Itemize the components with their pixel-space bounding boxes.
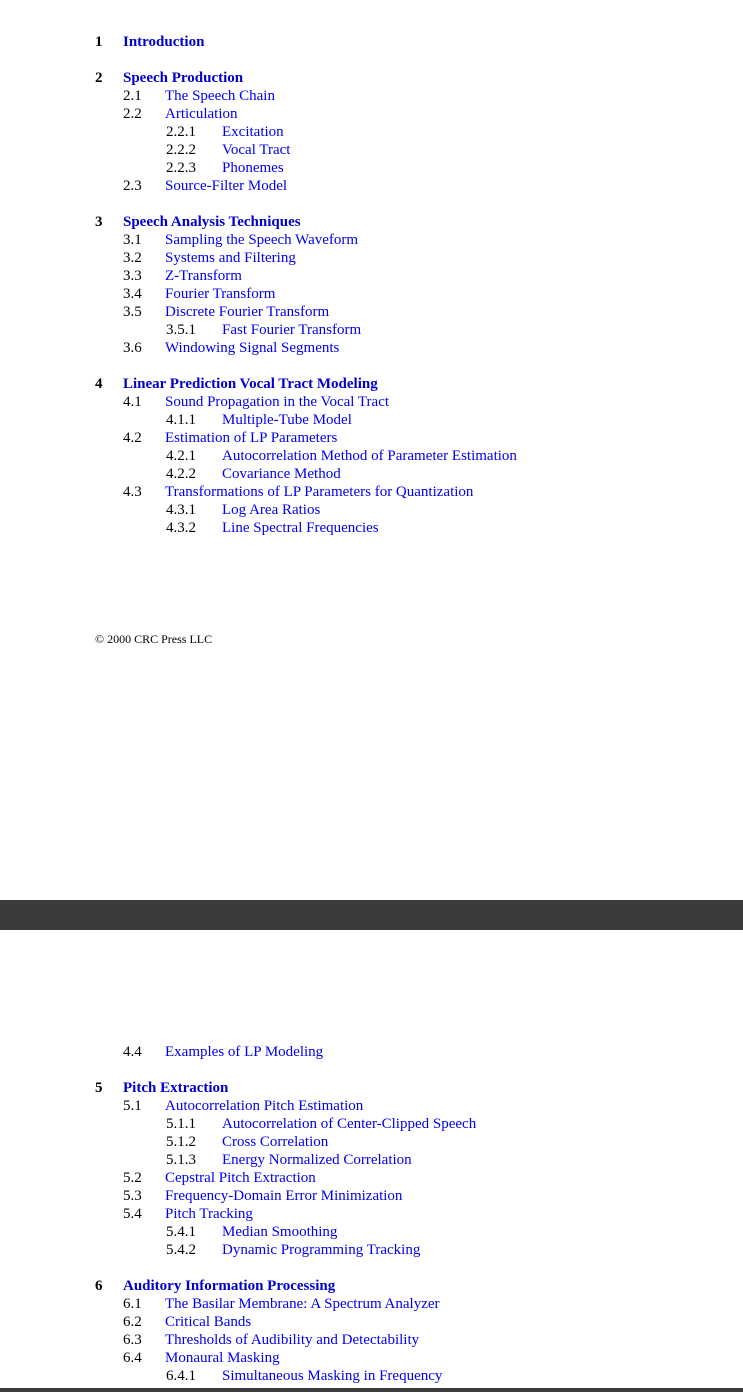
toc-entry-title[interactable]: Source-Filter Model [165, 178, 288, 194]
toc-entry-title[interactable]: Dynamic Programming Tracking [222, 1242, 421, 1258]
toc-entry-number: 3.5 [123, 304, 142, 320]
toc-entry-number: 5.4 [123, 1206, 142, 1222]
toc-entry-number: 3.3 [123, 268, 142, 284]
toc-entry-title[interactable]: Monaural Masking [165, 1350, 280, 1366]
copyright-notice: © 2000 CRC Press LLC [95, 632, 213, 646]
toc-entry-number: 5.1.1 [166, 1116, 196, 1132]
toc-entry-number: 3.1 [123, 232, 142, 248]
toc-entry-number: 2.2.2 [166, 142, 196, 158]
toc-entry-title[interactable]: Speech Production [123, 70, 244, 86]
toc-entry-number: 5.4.1 [166, 1224, 196, 1240]
toc-entry-title[interactable]: Discrete Fourier Transform [165, 304, 330, 320]
toc-entry-number: 5.1.2 [166, 1134, 196, 1150]
toc-entry-number: 3.6 [123, 340, 142, 356]
toc-entry-title[interactable]: Autocorrelation Method of Parameter Estimation [222, 448, 517, 464]
toc-entry-title[interactable]: Fourier Transform [165, 286, 276, 302]
toc-entry-title[interactable]: Windowing Signal Segments [165, 340, 340, 356]
toc-entry-number: 4.1 [123, 394, 142, 410]
toc-entry-title[interactable]: Cross Correlation [222, 1134, 329, 1150]
toc-entry-number: 4.2.2 [166, 466, 196, 482]
toc-entry-title[interactable]: Articulation [165, 106, 238, 122]
toc-entry-title[interactable]: Pitch Tracking [165, 1206, 253, 1222]
toc-entry-number: 2.3 [123, 178, 142, 194]
toc-entry-title[interactable]: Energy Normalized Correlation [222, 1152, 412, 1168]
toc-entry-title[interactable]: Estimation of LP Parameters [165, 430, 338, 446]
toc-entry-number: 4.3.2 [166, 520, 196, 536]
toc-entry-number: 3.4 [123, 286, 142, 302]
page-bottom-edge [0, 1388, 743, 1392]
toc-entry-number: 3 [95, 214, 103, 230]
toc-entry-title[interactable]: Fast Fourier Transform [222, 322, 362, 338]
toc-entry-number: 5.4.2 [166, 1242, 196, 1258]
toc-entry-title[interactable]: Covariance Method [222, 466, 341, 482]
toc-entry-number: 6.1 [123, 1296, 142, 1312]
toc-entry-number: 5.3 [123, 1188, 142, 1204]
toc-entry-title[interactable]: Cepstral Pitch Extraction [165, 1170, 316, 1186]
toc-entry-title[interactable]: Autocorrelation of Center-Clipped Speech [222, 1116, 477, 1132]
toc-entry-title[interactable]: Introduction [123, 34, 205, 50]
toc-entry-number: 4.2 [123, 430, 142, 446]
toc-entry-number: 3.5.1 [166, 322, 196, 338]
toc-entry-number: 6.3 [123, 1332, 142, 1348]
toc-entry-title[interactable]: Multiple-Tube Model [222, 412, 352, 428]
toc-entry-title[interactable]: Examples of LP Modeling [165, 1044, 324, 1060]
toc-entry-title[interactable]: Pitch Extraction [123, 1080, 229, 1096]
toc-entry-title[interactable]: Systems and Filtering [165, 250, 296, 266]
toc-entry-title[interactable]: Transformations of LP Parameters for Quantization [165, 484, 474, 500]
toc-entry-number: 3.2 [123, 250, 142, 266]
toc-entry-title[interactable]: Median Smoothing [222, 1224, 338, 1240]
toc-entry-number: 2.2.1 [166, 124, 196, 140]
toc-entry-number: 5.1 [123, 1098, 142, 1114]
toc-entry-title[interactable]: Log Area Ratios [222, 502, 321, 518]
toc-entry-number: 2.2 [123, 106, 142, 122]
toc-entry-number: 4.1.1 [166, 412, 196, 428]
page-separator [0, 900, 743, 930]
toc-entry-number: 4.3 [123, 484, 142, 500]
toc-entry-number: 5.2 [123, 1170, 142, 1186]
toc-entry-title[interactable]: Sound Propagation in the Vocal Tract [165, 394, 390, 410]
toc-entry-number: 2 [95, 70, 103, 86]
toc-entry-number: 5.1.3 [166, 1152, 196, 1168]
toc-entry-number: 6.4.1 [166, 1368, 196, 1384]
toc-entry-title[interactable]: Speech Analysis Techniques [123, 214, 301, 230]
toc-entry-title[interactable]: Frequency-Domain Error Minimization [165, 1188, 403, 1204]
toc-entry-number: 4.4 [123, 1044, 142, 1060]
toc-entry-title[interactable]: Linear Prediction Vocal Tract Modeling [123, 376, 378, 392]
document-page-2 [0, 930, 743, 1388]
toc-entry-title[interactable]: Excitation [222, 124, 284, 140]
toc-entry-number: 6 [95, 1278, 103, 1294]
toc-entry-number: 4 [95, 376, 103, 392]
toc-entry-number: 5 [95, 1080, 103, 1096]
toc-entry-number: 2.1 [123, 88, 142, 104]
toc-entry-number: 6.2 [123, 1314, 142, 1330]
toc-entry-title[interactable]: Thresholds of Audibility and Detectability [165, 1332, 420, 1348]
toc-entry-number: 4.2.1 [166, 448, 196, 464]
toc-entry-title[interactable]: Autocorrelation Pitch Estimation [165, 1098, 364, 1114]
toc-entry-title[interactable]: Line Spectral Frequencies [222, 520, 379, 536]
toc-entry-title[interactable]: The Speech Chain [165, 88, 275, 104]
toc-entry-title[interactable]: Vocal Tract [222, 142, 291, 158]
toc-entry-title[interactable]: Auditory Information Processing [123, 1278, 336, 1294]
toc-entry-number: 6.4 [123, 1350, 142, 1366]
toc-entry-title[interactable]: The Basilar Membrane: A Spectrum Analyzer [165, 1296, 440, 1312]
toc-entry-title[interactable]: Critical Bands [165, 1314, 252, 1330]
toc-entry-number: 1 [95, 34, 103, 50]
toc-entry-number: 4.3.1 [166, 502, 196, 518]
toc-entry-title[interactable]: Phonemes [222, 160, 284, 176]
toc-entry-number: 2.2.3 [166, 160, 196, 176]
toc-entry-title[interactable]: Simultaneous Masking in Frequency [222, 1368, 443, 1384]
toc-entry-title[interactable]: Z-Transform [165, 268, 242, 284]
toc-entry-title[interactable]: Sampling the Speech Waveform [165, 232, 359, 248]
